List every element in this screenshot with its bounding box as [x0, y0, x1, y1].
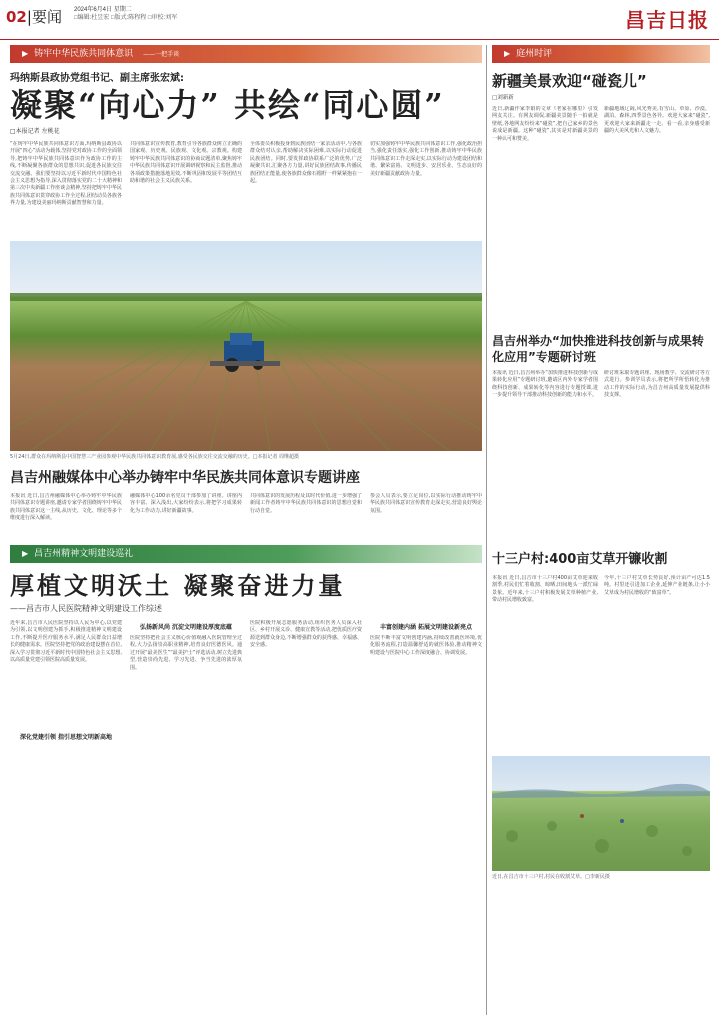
body-column: 共同体意识的发展历程及其时代价值,进一步增强了新闻工作者铸牢中华民族共同体意识的思想自觉和行动自觉。 — [250, 493, 362, 514]
column-divider — [486, 45, 487, 1015]
body-column: 全体委员积极投身到民族团结一家亲活动中,与各族群众结对认亲,帮助解决实际困难,以实际行动促进民族团结。同时,要发挥政协联系广泛的优势,广泛凝聚共识,汇聚各方力量,讲好民族团结故事,传播民族团结正能量,使各族群众像石榴籽一样紧紧抱在一起。 — [250, 141, 362, 185]
body-column: 近日,新疆作家李娟的文章《老家在哪里》引发网友关注。有网友调侃,新疆美景随手一拍就是壁纸,各地网友纷纷来“碰瓷”,把自己家乡的景色说成是新疆。这种“碰瓷”,其实是对新疆美景的一种认可和赞美。 — [492, 106, 598, 142]
article3-subhead: 深化党建引领 指引思想文明新高地 — [19, 734, 113, 741]
body-column: 今年,十三户村艾草长势良好,预计亩产可达1.5吨。村里还引进加工企业,延伸产业链条,让小小艾草成为村民增收的“致富草”。 — [604, 575, 710, 596]
section-bar-civilization: ▶ 昌吉州精神文明建设巡礼 — [10, 545, 482, 563]
chevron-right-icon: ▶ — [22, 49, 29, 58]
issue-date: 2024年6月4日 — [74, 7, 113, 13]
body-column: 参会人员表示,要立足岗位,以实际行动推动铸牢中华民族共同体意识宣传教育走深走实,营造良好舆论氛围。 — [370, 493, 482, 514]
body-column: 医院积极开展志愿服务活动,组织医务人员深入社区、乡村开展义诊、健康宣教等活动,把优质医疗资源送到群众身边,不断增强群众的获得感、幸福感、安全感。 — [250, 620, 362, 649]
article3-headline: 厚植文明沃土 凝聚奋进力量 — [10, 571, 346, 600]
commentary-byline: □刘新新 — [492, 95, 514, 101]
body-column: 本报讯 近日,昌吉州融媒体中心举办铸牢中华民族共同体意识专题讲座,邀请专家学者围绕铸牢中华民族共同体意识这一主线,从历史、文化、理论等多个维度进行深入解读。 — [10, 493, 122, 522]
photo-caption: 近日,在昌吉市十三户村,村民在收割艾草。□李新民摄 — [492, 874, 610, 880]
article3-body — [10, 620, 482, 820]
body-column: 切实加强铸牢中华民族共同体意识工作,强化政治担当,强化责任落实,强化工作创新,推动铸牢中华民族共同体意识工作走深走实,以实际行动为建设团结和谐、繁荣富裕、文明进步、安居乐业、生态良好的美好新疆贡献政协力量。 — [370, 141, 482, 177]
body-column: 融媒体中心100余名党员干部参加了讲座。讲座内容丰富、深入浅出,大家纷纷表示,将把学习成果转化为工作动力,讲好新疆故事。 — [130, 493, 242, 514]
body-column: 弘扬新风尚 沉淀文明建设厚度底蕴 医院坚持把社会主义核心价值观融入医院管理全过程,大力弘扬崇高职业精神,培育良好医德医风。通过开展“最美医生”“最美护士”评选活动,树立先进典型,营造崇尚先进、学习先进、争当先进的浓厚氛围。 — [130, 624, 242, 671]
right-column — [492, 45, 710, 881]
farm-tractor-photo — [10, 241, 482, 451]
commentary-headline: 新疆美景欢迎“碰瓷儿” — [492, 72, 647, 90]
newspaper-logo: 昌吉日报 — [625, 8, 709, 32]
body-column: 共同体意识宣传教育,教育引导各族群众树立正确的国家观、历史观、民族观、文化观、宗教观。构建铸牢中华民族共同体意识的协商议题清单,聚焦铸牢中华民族共同体意识开展调研视察和民主监督,推动各项政策措施落地见效,不断巩固和发展平等团结互助和谐的社会主义民族关系。 — [130, 141, 242, 185]
article2-body — [10, 493, 482, 537]
body-column: 近年来,昌吉市人民医院坚持以人民为中心,以党建为引领,以文明创建为抓手,积极推进精神文明建设工作,不断提升医疗服务水平,满足人民群众日益增长的健康需求。医院坚持把党的政治建设摆在首位,深入学习贯彻习近平新时代中国特色社会主义思想,以高质量党建引领医院高质量发展。 深化党建引领 指引思想文明新高地 — [10, 620, 122, 741]
article-byline: □本报记者 左桃花 — [10, 128, 60, 135]
left-column — [10, 45, 482, 820]
mugwort-headline: 十三户村:400亩艾草开镰收割 — [492, 552, 668, 567]
article-kicker: 玛纳斯县政协党组书记、副主席张宏斌: — [10, 73, 184, 84]
article3-subhead: 丰富创建内涵 拓展文明建设新亮点 — [379, 624, 473, 631]
photo-caption: 5月24日,群众在玛纳斯县中国智慧三产业园参观中华民族共同体意识教育展,感受各民族交往交流交融的历史。□本报记者 周继超摄 — [10, 454, 300, 460]
article-body — [10, 141, 482, 236]
masthead — [0, 0, 719, 40]
body-column: 本报讯 近日,昌吉州举办“加快推进科技创新与成果转化应用”专题研讨班,邀请区内外专家学者围绕科技创新、成果转化等内容进行专题授课,进一步提升领导干部推动科技创新的能力和水平。 — [492, 370, 598, 399]
section-bar-unity: ▶ 铸牢中华民族共同体意识 ——一把手谈 — [10, 45, 482, 63]
page-number: 02|要闻 — [6, 8, 62, 26]
section-bar-commentary: ▶ 庭州时评 — [492, 45, 710, 63]
masthead-meta — [74, 6, 177, 22]
body-column: “在铸牢中华民族共同体意识方面,玛纳斯县政协以开展“四心”活动为载体,坚持党对政协工作的全面领导,把铸牢中华民族共同体意识作为政协工作的主线,不断凝聚各族群众的思想共识,促进各民族交往交流交融。我们要坚持以习近平新时代中国特色社会主义思想为指导,深入贯彻落实党的二十大精神和第三次中央新疆工作座谈会精神,坚持把铸牢中华民族共同体意识贯穿政协工作全过程,团结动员各族各界力量,为建设美丽玛纳斯贡献智慧和力量。 — [10, 141, 122, 207]
article-headline: 凝聚“向心力” 共绘“同心圆” — [10, 86, 445, 124]
mugwort-body — [492, 575, 710, 750]
mugwort-field-photo — [492, 756, 710, 871]
seminar-body — [492, 370, 710, 540]
chevron-right-icon: ▶ — [22, 549, 29, 558]
article3-subhead: 弘扬新风尚 沉淀文明建设厚度底蕴 — [139, 624, 233, 631]
chevron-right-icon: ▶ — [504, 49, 511, 58]
article3-deck: ——昌吉市人民医院精神文明建设工作综述 — [10, 604, 162, 613]
weekday: 星期二 — [113, 7, 132, 13]
body-column: 新疆地域辽阔,风光秀美,有雪山、草原、沙漠、湖泊、森林,四季景色各异。欢迎大家来“碰瓷”,更欢迎大家来新疆走一走、看一看,亲身感受新疆的大美风光和人文魅力。 — [604, 106, 710, 135]
body-column: 研讨班采取专题讲座、现场教学、交流研讨等方式进行。参训学员表示,将把所学所悟转化为推动工作的实际行动,为昌吉州高质量发展提供科技支撑。 — [604, 370, 710, 399]
editor-line: □编辑:杜昱宏 □版式:陈程程 □审校:刘军 — [74, 15, 178, 21]
commentary-body — [492, 106, 710, 321]
body-column: 丰富创建内涵 拓展文明建设新亮点 医院不断丰富文明创建内涵,持续改善就医环境,优化服务流程,打造温馨舒适的就医体验,推动精神文明建设与医院中心工作深度融合、协调发展。 — [370, 624, 482, 656]
seminar-headline: 昌吉州举办“加快推进科技创新与成果转化应用”专题研讨班 — [492, 334, 704, 364]
body-column: 本报讯 近日,昌吉市十三户村400亩艾草迎来收割季,村民们忙着收割、晾晒,田间地头一派忙碌景象。近年来,十三户村积极发展艾草种植产业,带动村民增收致富。 — [492, 575, 598, 604]
article2-headline: 昌吉州融媒体中心举办铸牢中华民族共同体意识专题讲座 — [10, 470, 360, 486]
